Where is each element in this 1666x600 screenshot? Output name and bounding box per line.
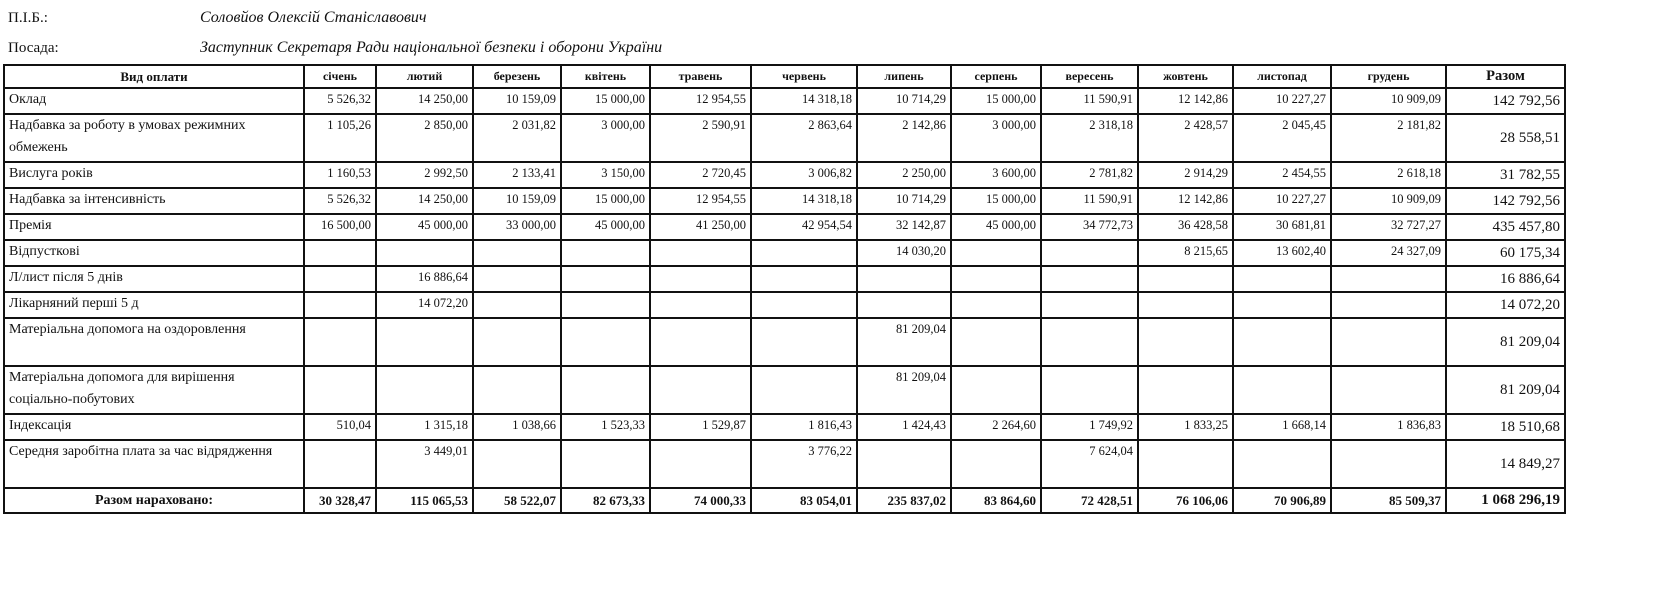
column-header-month: червень	[751, 65, 857, 88]
month-value-cell	[473, 266, 561, 292]
month-total-cell: 30 328,47	[304, 488, 376, 513]
table-header-row	[4, 65, 1565, 88]
month-value-cell: 16 886,64	[376, 266, 473, 292]
payment-type-cell	[4, 440, 304, 488]
month-value-cell: 10 159,09	[473, 88, 561, 114]
month-value-cell	[304, 292, 376, 318]
column-header-month: грудень	[1331, 65, 1446, 88]
month-value-cell	[561, 318, 650, 366]
month-value-cell: 33 000,00	[473, 214, 561, 240]
month-value-cell	[857, 266, 951, 292]
month-value-cell: 2 454,55	[1233, 162, 1331, 188]
month-value-cell	[1331, 318, 1446, 366]
month-value-cell: 15 000,00	[951, 188, 1041, 214]
month-value-cell: 10 227,27	[1233, 88, 1331, 114]
month-value-cell	[951, 292, 1041, 318]
month-value-cell: 1 160,53	[304, 162, 376, 188]
month-value-cell	[473, 366, 561, 414]
month-value-cell: 3 150,00	[561, 162, 650, 188]
column-header-month: квітень	[561, 65, 650, 88]
month-value-cell	[304, 318, 376, 366]
row-total-cell: 81 209,04	[1446, 318, 1565, 366]
month-value-cell: 2 142,86	[857, 114, 951, 162]
name-value: Соловйов Олексій Станіславович	[200, 9, 427, 26]
month-value-cell	[304, 240, 376, 266]
payment-type-cell: Вислуга років	[4, 162, 304, 188]
row-total-cell: 28 558,51	[1446, 114, 1565, 162]
month-value-cell: 2 031,82	[473, 114, 561, 162]
table-row	[4, 266, 1565, 292]
month-value-cell: 45 000,00	[561, 214, 650, 240]
month-value-cell: 8 215,65	[1138, 240, 1233, 266]
month-value-cell	[561, 366, 650, 414]
month-total-cell: 70 906,89	[1233, 488, 1331, 513]
table-row	[4, 292, 1565, 318]
row-total-cell: 31 782,55	[1446, 162, 1565, 188]
payment-type-text: Середня заробітна плата за час відрядження	[9, 444, 273, 459]
month-total-cell: 83 864,60	[951, 488, 1041, 513]
month-value-cell	[1041, 240, 1138, 266]
month-value-cell: 1 424,43	[857, 414, 951, 440]
month-value-cell	[650, 366, 751, 414]
month-value-cell: 1 529,87	[650, 414, 751, 440]
table-row	[4, 366, 1565, 414]
month-value-cell: 81 209,04	[857, 318, 951, 366]
column-header-month: лютий	[376, 65, 473, 88]
position-value: Заступник Секретаря Ради національної безпеки і оборони України	[200, 39, 663, 56]
row-total-cell: 14 849,27	[1446, 440, 1565, 488]
column-header-month: листопад	[1233, 65, 1331, 88]
month-value-cell: 34 772,73	[1041, 214, 1138, 240]
month-value-cell: 2 863,64	[751, 114, 857, 162]
month-value-cell	[650, 318, 751, 366]
payment-type-cell: Оклад	[4, 88, 304, 114]
month-value-cell: 10 227,27	[1233, 188, 1331, 214]
month-value-cell: 7 624,04	[1041, 440, 1138, 488]
month-value-cell	[561, 266, 650, 292]
month-value-cell	[561, 292, 650, 318]
row-total-cell: 81 209,04	[1446, 366, 1565, 414]
month-value-cell	[473, 440, 561, 488]
payment-type-cell: Премія	[4, 214, 304, 240]
month-value-cell	[951, 440, 1041, 488]
table-row	[4, 318, 1565, 366]
payment-type-cell: Матеріальна допомога для вирішення соціально-побутових	[4, 366, 304, 414]
month-value-cell: 3 000,00	[561, 114, 650, 162]
payment-type-cell: Індексація	[4, 414, 304, 440]
month-value-cell: 2 264,60	[951, 414, 1041, 440]
month-value-cell	[751, 240, 857, 266]
month-value-cell: 10 909,09	[1331, 188, 1446, 214]
month-total-cell: 83 054,01	[751, 488, 857, 513]
month-value-cell: 11 590,91	[1041, 188, 1138, 214]
month-value-cell: 510,04	[304, 414, 376, 440]
month-value-cell: 16 500,00	[304, 214, 376, 240]
month-value-cell: 12 954,55	[650, 188, 751, 214]
month-value-cell	[1233, 318, 1331, 366]
month-value-cell	[650, 440, 751, 488]
month-value-cell: 12 142,86	[1138, 88, 1233, 114]
table-row	[4, 88, 1565, 114]
month-value-cell	[473, 318, 561, 366]
column-header-month: серпень	[951, 65, 1041, 88]
month-value-cell: 14 318,18	[751, 88, 857, 114]
payment-type-cell: Надбавка за інтенсивність	[4, 188, 304, 214]
month-value-cell	[951, 318, 1041, 366]
month-value-cell	[376, 240, 473, 266]
month-value-cell	[751, 366, 857, 414]
month-value-cell	[1138, 292, 1233, 318]
month-value-cell: 81 209,04	[857, 366, 951, 414]
month-value-cell: 45 000,00	[376, 214, 473, 240]
month-value-cell: 1 836,83	[1331, 414, 1446, 440]
month-value-cell: 2 181,82	[1331, 114, 1446, 162]
month-value-cell	[857, 292, 951, 318]
month-value-cell: 3 449,01	[376, 440, 473, 488]
table-row	[4, 188, 1565, 214]
month-total-cell: 72 428,51	[1041, 488, 1138, 513]
month-total-cell: 82 673,33	[561, 488, 650, 513]
payment-type-cell: Надбавка за роботу в умовах режимних обмежень	[4, 114, 304, 162]
month-value-cell: 2 133,41	[473, 162, 561, 188]
month-value-cell: 1 105,26	[304, 114, 376, 162]
month-value-cell	[951, 266, 1041, 292]
month-value-cell: 42 954,54	[751, 214, 857, 240]
month-value-cell: 5 526,32	[304, 88, 376, 114]
month-value-cell	[1331, 440, 1446, 488]
table-row	[4, 440, 1565, 488]
column-header-month: січень	[304, 65, 376, 88]
month-value-cell: 3 600,00	[951, 162, 1041, 188]
month-value-cell: 15 000,00	[561, 88, 650, 114]
month-value-cell: 3 006,82	[751, 162, 857, 188]
month-value-cell	[1233, 366, 1331, 414]
row-total-cell: 14 072,20	[1446, 292, 1565, 318]
month-value-cell: 2 428,57	[1138, 114, 1233, 162]
table-row	[4, 114, 1565, 162]
month-value-cell: 32 142,87	[857, 214, 951, 240]
month-value-cell: 14 318,18	[751, 188, 857, 214]
month-value-cell: 10 714,29	[857, 88, 951, 114]
row-total-cell: 18 510,68	[1446, 414, 1565, 440]
table-row	[4, 162, 1565, 188]
month-value-cell	[1041, 292, 1138, 318]
payment-type-cell: Л/лист після 5 днів	[4, 266, 304, 292]
row-total-cell: 142 792,56	[1446, 188, 1565, 214]
column-header-total: Разом	[1446, 65, 1565, 88]
row-total-cell: 435 457,80	[1446, 214, 1565, 240]
month-value-cell: 10 714,29	[857, 188, 951, 214]
month-value-cell	[857, 440, 951, 488]
month-value-cell: 5 526,32	[304, 188, 376, 214]
month-value-cell: 24 327,09	[1331, 240, 1446, 266]
month-value-cell: 2 720,45	[650, 162, 751, 188]
month-value-cell: 11 590,91	[1041, 88, 1138, 114]
month-value-cell: 3 776,22	[751, 440, 857, 488]
column-header-payment-type: Вид оплати	[4, 65, 304, 88]
row-total-cell: 142 792,56	[1446, 88, 1565, 114]
month-value-cell: 14 030,20	[857, 240, 951, 266]
payment-type-cell: Лікарняний перші 5 д	[4, 292, 304, 318]
month-value-cell	[1138, 266, 1233, 292]
month-value-cell: 2 914,29	[1138, 162, 1233, 188]
month-value-cell	[473, 292, 561, 318]
month-value-cell: 41 250,00	[650, 214, 751, 240]
grand-total-value: 1 068 296,19	[1446, 488, 1565, 513]
column-header-month: липень	[857, 65, 951, 88]
month-value-cell	[1233, 266, 1331, 292]
month-value-cell	[1331, 366, 1446, 414]
month-value-cell	[650, 292, 751, 318]
month-value-cell: 13 602,40	[1233, 240, 1331, 266]
month-value-cell: 10 909,09	[1331, 88, 1446, 114]
month-value-cell: 12 954,55	[650, 88, 751, 114]
name-label: П.І.Б.:	[8, 10, 48, 26]
month-value-cell: 45 000,00	[951, 214, 1041, 240]
month-value-cell: 1 315,18	[376, 414, 473, 440]
month-value-cell	[650, 266, 751, 292]
month-total-cell: 74 000,33	[650, 488, 751, 513]
month-value-cell: 15 000,00	[951, 88, 1041, 114]
month-value-cell: 30 681,81	[1233, 214, 1331, 240]
month-total-cell: 58 522,07	[473, 488, 561, 513]
month-value-cell	[1233, 440, 1331, 488]
month-value-cell: 1 668,14	[1233, 414, 1331, 440]
month-value-cell	[561, 240, 650, 266]
month-value-cell: 14 250,00	[376, 88, 473, 114]
payroll-table	[3, 64, 1566, 514]
month-value-cell: 2 992,50	[376, 162, 473, 188]
month-value-cell	[1233, 292, 1331, 318]
month-value-cell	[650, 240, 751, 266]
month-value-cell	[1138, 318, 1233, 366]
row-total-cell: 16 886,64	[1446, 266, 1565, 292]
month-total-cell: 235 837,02	[857, 488, 951, 513]
month-value-cell	[751, 292, 857, 318]
month-value-cell	[304, 266, 376, 292]
month-value-cell	[1331, 266, 1446, 292]
grand-total-label: Разом нараховано:	[4, 488, 304, 513]
month-value-cell: 14 072,20	[376, 292, 473, 318]
month-value-cell: 1 749,92	[1041, 414, 1138, 440]
month-value-cell	[1138, 440, 1233, 488]
month-value-cell	[1041, 318, 1138, 366]
month-value-cell	[561, 440, 650, 488]
month-value-cell	[1331, 292, 1446, 318]
row-total-cell: 60 175,34	[1446, 240, 1565, 266]
month-value-cell: 3 000,00	[951, 114, 1041, 162]
payment-type-cell	[4, 318, 304, 366]
month-value-cell: 14 250,00	[376, 188, 473, 214]
month-value-cell	[751, 318, 857, 366]
month-value-cell	[304, 440, 376, 488]
table-row	[4, 240, 1565, 266]
table-row	[4, 214, 1565, 240]
column-header-month: жовтень	[1138, 65, 1233, 88]
month-value-cell: 36 428,58	[1138, 214, 1233, 240]
month-value-cell	[1138, 366, 1233, 414]
month-value-cell: 2 781,82	[1041, 162, 1138, 188]
month-total-cell: 115 065,53	[376, 488, 473, 513]
month-value-cell: 10 159,09	[473, 188, 561, 214]
column-header-month: березень	[473, 65, 561, 88]
month-value-cell	[376, 318, 473, 366]
month-value-cell	[473, 240, 561, 266]
month-value-cell: 2 250,00	[857, 162, 951, 188]
column-header-month: травень	[650, 65, 751, 88]
month-value-cell: 2 045,45	[1233, 114, 1331, 162]
month-value-cell	[304, 366, 376, 414]
month-value-cell	[376, 366, 473, 414]
position-label: Посада:	[8, 40, 59, 56]
column-header-month: вересень	[1041, 65, 1138, 88]
month-value-cell: 2 618,18	[1331, 162, 1446, 188]
table-row	[4, 414, 1565, 440]
month-value-cell: 12 142,86	[1138, 188, 1233, 214]
month-value-cell: 15 000,00	[561, 188, 650, 214]
month-value-cell: 2 590,91	[650, 114, 751, 162]
month-value-cell: 1 038,66	[473, 414, 561, 440]
month-value-cell	[1041, 366, 1138, 414]
month-value-cell: 2 850,00	[376, 114, 473, 162]
month-value-cell: 32 727,27	[1331, 214, 1446, 240]
month-total-cell: 76 106,06	[1138, 488, 1233, 513]
month-value-cell: 2 318,18	[1041, 114, 1138, 162]
month-value-cell: 1 833,25	[1138, 414, 1233, 440]
month-value-cell	[951, 240, 1041, 266]
month-value-cell: 1 523,33	[561, 414, 650, 440]
month-value-cell	[751, 266, 857, 292]
grand-total-row	[4, 488, 1565, 513]
month-value-cell: 1 816,43	[751, 414, 857, 440]
payment-type-text: Матеріальна допомога на оздоровлення	[9, 322, 246, 337]
month-value-cell	[1041, 266, 1138, 292]
month-total-cell: 85 509,37	[1331, 488, 1446, 513]
payment-type-cell: Відпусткові	[4, 240, 304, 266]
month-value-cell	[951, 366, 1041, 414]
